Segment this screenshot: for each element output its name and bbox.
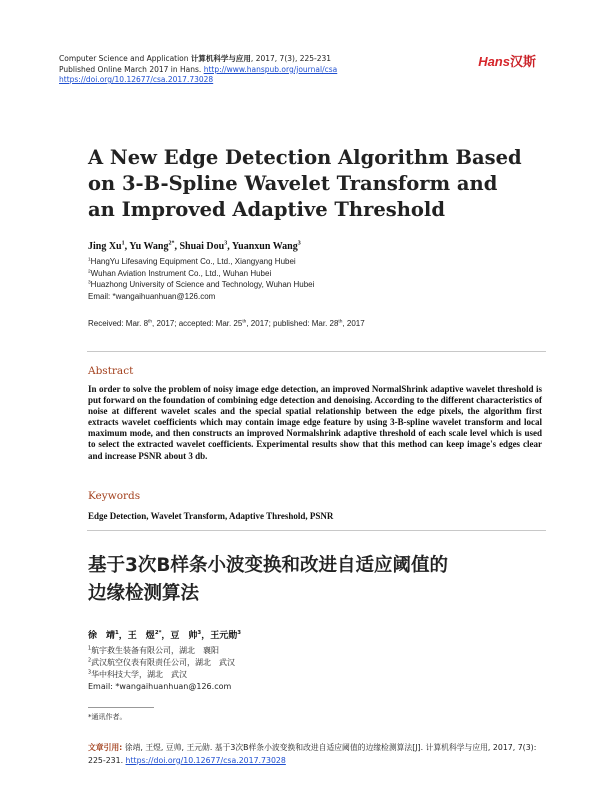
email-en: Email: *wangaihuanhuan@126.com xyxy=(88,291,216,301)
journal-url-link[interactable]: http://www.hanspub.org/journal/csa xyxy=(203,64,338,74)
affiliation: $^2$武汉航空仪表有限责任公司，湖北 武汉 xyxy=(88,658,236,667)
doi-link[interactable]: https://doi.org/10.12677/csa.2017.73028 xyxy=(59,75,214,84)
author: Yu Wang$^{2*}$ xyxy=(129,240,175,252)
logo-cn: 汉斯 xyxy=(509,54,536,69)
abstract-heading: Abstract xyxy=(88,365,134,377)
author: Jing Xu$^1$ xyxy=(88,240,125,252)
affiliation: $^2$Wuhan Aviation Instrument Co., Ltd., Wuhan Hubei xyxy=(88,268,272,278)
journal-line: Computer Science and Application 计算机科学与应用, 2017, 7(3), 225-231 xyxy=(59,54,332,63)
email-cn: Email: *wangaihuanhuan@126.com xyxy=(88,682,232,691)
author: 豆 帅$^3$ xyxy=(170,630,202,641)
title-cn-line: 边缘检测算法 xyxy=(88,583,200,604)
affiliation: $^1$航宇救生装备有限公司，湖北 襄阳 xyxy=(88,646,220,655)
divider xyxy=(87,530,546,531)
keywords-heading: Keywords xyxy=(88,490,141,502)
paper-title-en: A New Edge Detection Algorithm Based on 3-B-Spline Wavelet Transform and an Improved Adaptive Threshold xyxy=(88,146,522,221)
author: Shuai Dou$^3$ xyxy=(179,240,228,252)
journal-name-cn: 计算机科学与应用 xyxy=(190,54,251,63)
citation-doi-link[interactable]: https://doi.org/10.12677/csa.2017.73028 xyxy=(125,755,286,765)
author: 王元勋$^3$ xyxy=(210,630,241,641)
author: 徐 靖$^1$ xyxy=(88,630,119,641)
journal-name-en: Computer Science and Application xyxy=(59,54,189,63)
corresponding-author-note: *通讯作者。 xyxy=(88,713,127,721)
affiliation: $^1$HangYu Lifesaving Equipment Co., Ltd., Xiangyang Hubei xyxy=(88,257,296,266)
journal-issue: 2017, 7(3), 225-231 xyxy=(255,54,332,63)
affiliation: $^3$华中科技大学，湖北 武汉 xyxy=(88,670,188,679)
journal-header xyxy=(59,54,479,86)
citation xyxy=(88,742,546,767)
citation-label: 文章引用: xyxy=(88,743,123,752)
logo-latin: Hans xyxy=(478,54,510,69)
abstract-text: In order to solve the problem of noisy image edge detection, an improved NormalShrink adaptive wavelet threshold is put forward on the foundation of combining edge detection and denoising. According to the different characteristics of noise at different wavelet scales and the special spatial relationship between the edge pixels, the algorithm first extracts wavelet coefficients which may contain image edge feature by using 3-B-spline wavelet transform and local maximum mode, and then constructs an improved Normalshrink adaptive threshold of each scale level which is used to select the extracted wavelet coefficients. Experimental results show that this method can keep image's edges clear and increase PSNR about 3 db. xyxy=(88,384,542,461)
divider xyxy=(87,351,546,352)
author: 王 煜$^{2*}$ xyxy=(127,630,162,641)
affiliations-en xyxy=(88,256,314,302)
hans-logo xyxy=(478,51,536,70)
publication-dates: Received: Mar. 8th, 2017; accepted: Mar. 25th, 2017; published: Mar. 28th, 2017 xyxy=(88,319,365,328)
paper-title-cn xyxy=(88,552,528,608)
citation-text: 徐靖, 王煜, 豆帅, 王元勋. 基于3次B样条小波变换和改进自适应阈值的边缘检测算法[J]. 计算机科学与应用, 2017, 7(3): 225-231. xyxy=(88,743,537,765)
footnote-divider xyxy=(88,707,154,708)
authors-en: Jing Xu$^1$, Yu Wang$^{2*}$, Shuai Dou$^3$, Yuanxun Wang$^3$ xyxy=(88,240,301,252)
affiliations-cn xyxy=(88,645,235,693)
title-cn-line: 基于3次B样条小波变换和改进自适应阈值的 xyxy=(88,555,448,576)
published-prefix: Published Online March 2017 in Hans. xyxy=(59,64,202,74)
authors-cn: 徐 靖$^1$，王 煜$^{2*}$，豆 帅$^3$，王元勋$^3$ xyxy=(88,630,241,641)
published-line xyxy=(59,65,479,76)
affiliation: $^3$Huazhong University of Science and Technology, Wuhan Hubei xyxy=(88,280,315,289)
keywords-text: Edge Detection, Wavelet Transform, Adaptive Threshold, PSNR xyxy=(88,511,334,521)
author: Yuanxun Wang$^3$ xyxy=(231,240,301,252)
